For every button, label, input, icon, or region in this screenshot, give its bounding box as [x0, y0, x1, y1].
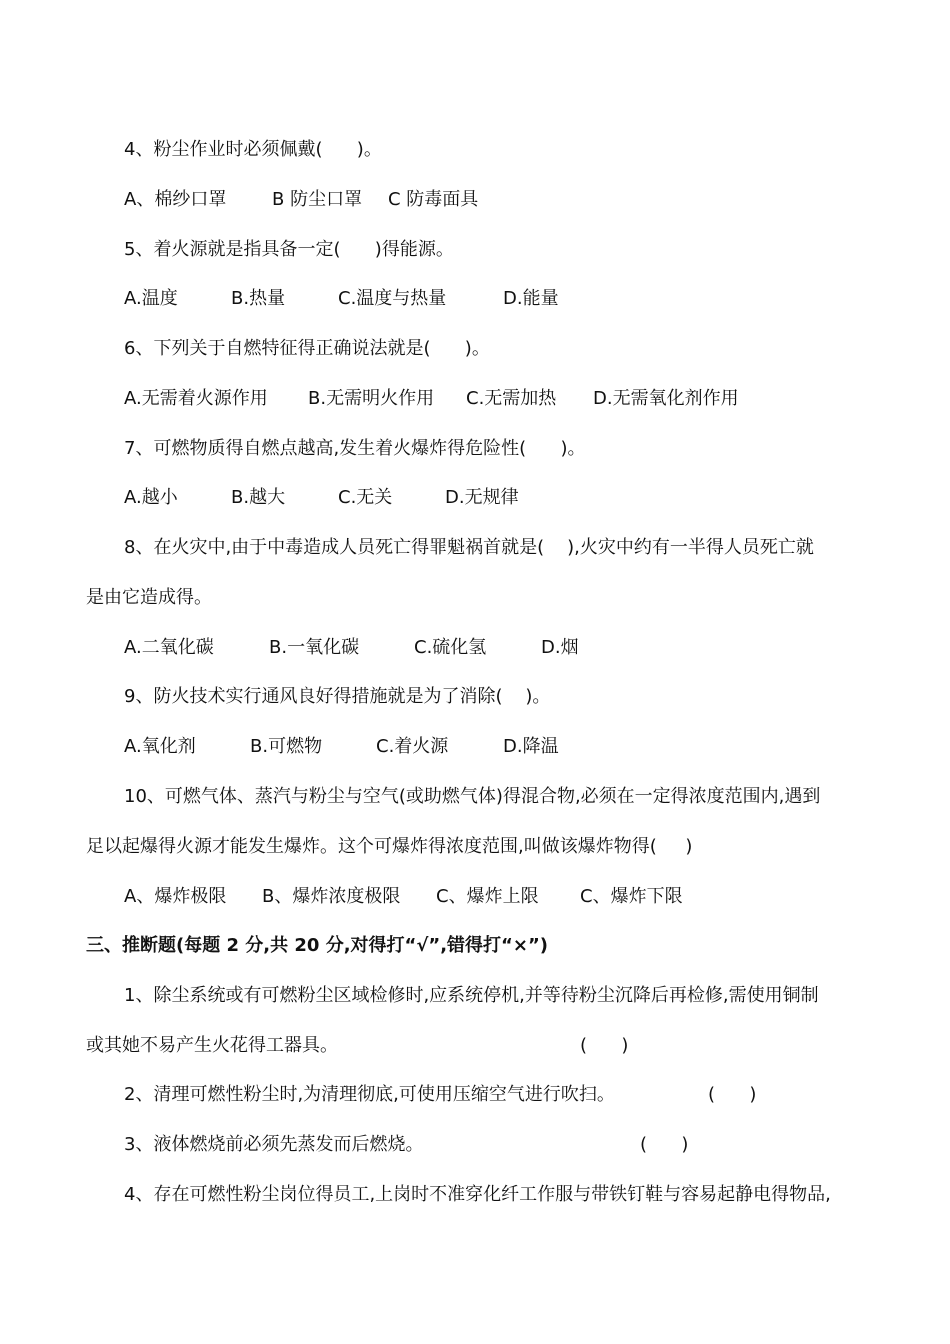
- question-6-option-b: B.无需明火作用: [308, 388, 435, 409]
- question-8-option-c: C.硫化氢: [414, 637, 487, 658]
- question-10-stem-line-1: 10、可燃气体、蒸汽与粉尘与空气(或助燃气体)得混合物,必须在一定得浓度范围内,遇到: [124, 786, 821, 807]
- question-9-stem: 9、防火技术实行通风良好得措施就是为了消除( )。: [124, 686, 551, 707]
- question-10-option-b: B、爆炸浓度极限: [262, 886, 401, 907]
- question-8-option-b: B.一氧化碳: [269, 637, 360, 658]
- question-5-option-d: D.能量: [503, 288, 559, 309]
- question-5-option-b: B.热量: [231, 288, 286, 309]
- question-4-stem: 4、粉尘作业时必须佩戴( )。: [124, 139, 382, 160]
- question-10-option-c: C、爆炸上限: [436, 886, 539, 907]
- question-7-option-b: B.越大: [231, 487, 286, 508]
- question-6-option-d: D.无需氧化剂作用: [593, 388, 739, 409]
- question-9-option-d: D.降温: [503, 736, 559, 757]
- question-10-option-d: C、爆炸下限: [580, 886, 683, 907]
- tf-2-text: 2、清理可燃性粉尘时,为清理彻底,可使用压缩空气进行吹扫。: [124, 1084, 615, 1105]
- question-8-option-a: A.二氧化碳: [124, 637, 214, 658]
- tf-1-line-1: 1、除尘系统或有可燃粉尘区域检修时,应系统停机,并等待粉尘沉降后再检修,需使用铜制: [124, 985, 819, 1006]
- tf-4-line-1: 4、存在可燃性粉尘岗位得员工,上岗时不准穿化纤工作服与带铁钉鞋与容易起静电得物品,: [124, 1184, 831, 1205]
- question-5-option-c: C.温度与热量: [338, 288, 447, 309]
- question-6-option-c: C.无需加热: [466, 388, 557, 409]
- question-9-option-a: A.氧化剂: [124, 736, 196, 757]
- question-4-option-a: A、棉纱口罩: [124, 189, 227, 210]
- question-7-option-c: C.无关: [338, 487, 393, 508]
- question-4-option-b: B 防尘口罩: [272, 189, 363, 210]
- question-7-option-a: A.越小: [124, 487, 178, 508]
- question-6-option-a: A.无需着火源作用: [124, 388, 268, 409]
- question-7-stem: 7、可燃物质得自燃点越高,发生着火爆炸得危险性( )。: [124, 438, 586, 459]
- question-9-option-c: C.着火源: [376, 736, 449, 757]
- tf-1-answer-bracket: ( ): [580, 1035, 629, 1056]
- question-8-stem-line-1: 8、在火灾中,由于中毒造成人员死亡得罪魁祸首就是( ),火灾中约有一半得人员死亡就: [124, 537, 814, 558]
- question-8-option-d: D.烟: [541, 637, 579, 658]
- question-10-stem-line-2: 足以起爆得火源才能发生爆炸。这个可爆炸得浓度范围,叫做该爆炸物得( ): [86, 836, 693, 857]
- tf-2-answer-bracket: ( ): [708, 1084, 757, 1105]
- question-6-stem: 6、下列关于自燃特征得正确说法就是( )。: [124, 338, 490, 359]
- tf-3-text: 3、液体燃烧前必须先蒸发而后燃烧。: [124, 1134, 424, 1155]
- tf-3-answer-bracket: ( ): [640, 1134, 689, 1155]
- question-4-option-c: C 防毒面具: [388, 189, 479, 210]
- question-5-stem: 5、着火源就是指具备一定( )得能源。: [124, 239, 454, 260]
- question-10-option-a: A、爆炸极限: [124, 886, 227, 907]
- question-8-stem-line-2: 是由它造成得。: [86, 587, 212, 608]
- section-3-heading: 三、推断题(每题 2 分,共 20 分,对得打“√”,错得打“×”): [86, 935, 549, 956]
- question-9-option-b: B.可燃物: [250, 736, 323, 757]
- question-5-option-a: A.温度: [124, 288, 178, 309]
- question-7-option-d: D.无规律: [445, 487, 519, 508]
- tf-1-line-2: 或其她不易产生火花得工器具。: [86, 1035, 338, 1056]
